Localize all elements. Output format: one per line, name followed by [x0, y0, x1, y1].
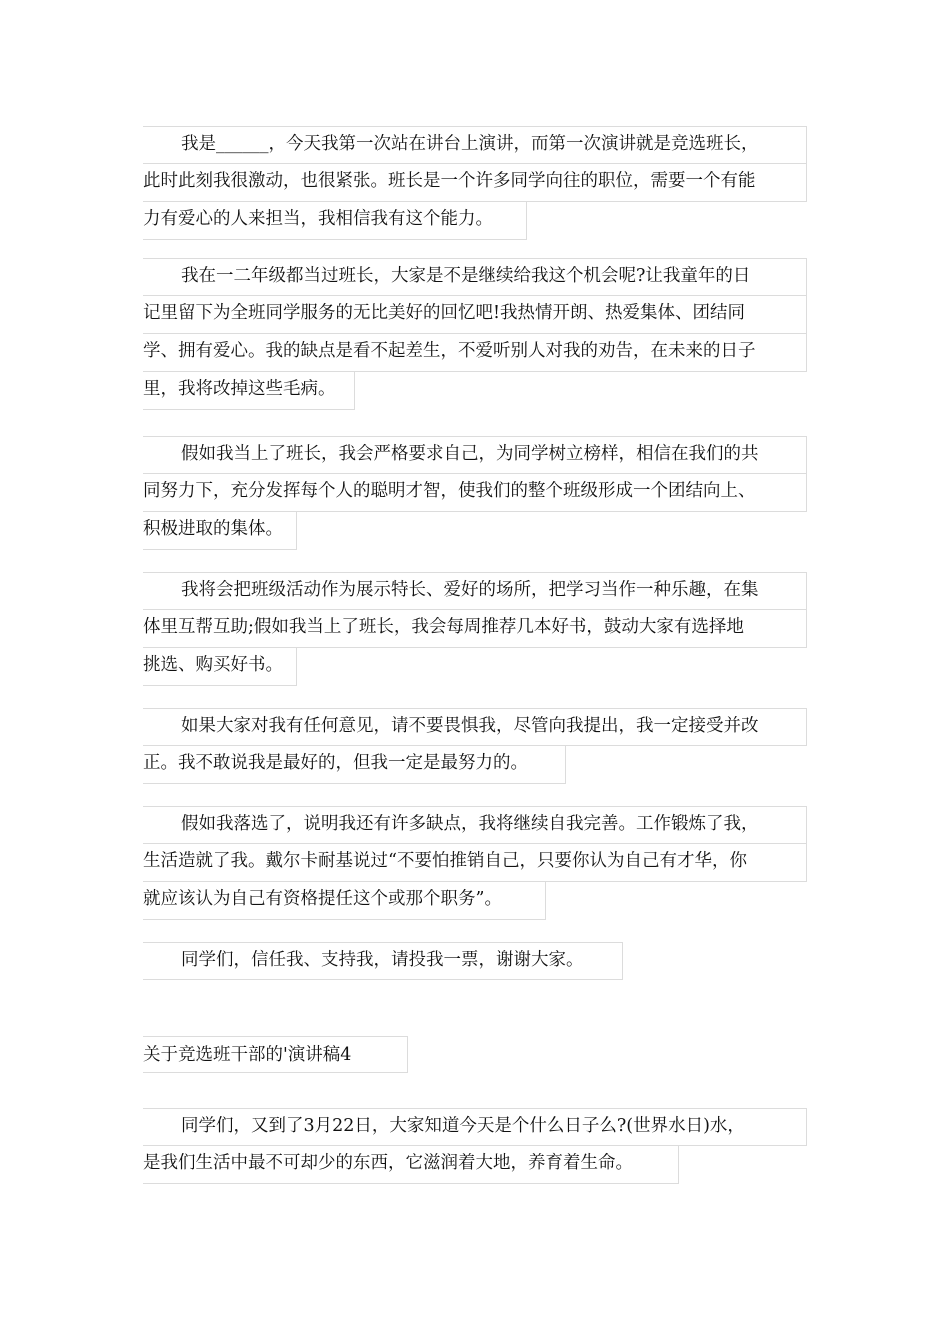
paragraph-4	[143, 572, 807, 686]
text-line: 假如我当上了班长，我会严格要求自己，为同学树立榜样，相信在我们的共	[143, 436, 807, 474]
section-heading: 关于竞选班干部的'演讲稿4	[143, 1036, 408, 1073]
text-line: 学、拥有爱心。我的缺点是看不起差生，不爱听别人对我的劝告，在未来的日子	[143, 334, 807, 372]
text-line: 此时此刻我很激动，也很紧张。班长是一个许多同学向往的职位，需要一个有能	[143, 164, 807, 202]
text-line: 里，我将改掉这些毛病。	[143, 372, 355, 410]
text-line: 同学们，又到了3月22日，大家知道今天是个什么日子么?(世界水日)水，	[143, 1108, 807, 1146]
paragraph-1	[143, 126, 807, 240]
text-line: 我是______，今天我第一次站在讲台上演讲，而第一次演讲就是竞选班长，	[143, 126, 807, 164]
text-line: 我将会把班级活动作为展示特长、爱好的场所，把学习当作一种乐趣，在集	[143, 572, 807, 610]
paragraph-7	[143, 942, 807, 980]
text-line: 就应该认为自己有资格提任这个或那个职务”。	[143, 882, 546, 920]
paragraph-2	[143, 258, 807, 410]
text-line: 如果大家对我有任何意见，请不要畏惧我，尽管向我提出，我一定接受并改	[143, 708, 807, 746]
text-line: 生活造就了我。戴尔卡耐基说过“不要怕推销自己，只要你认为自己有才华，你	[143, 844, 807, 882]
text-line: 记里留下为全班同学服务的无比美好的回忆吧!我热情开朗、热爱集体、团结同	[143, 296, 807, 334]
text-line: 正。我不敢说我是最好的，但我一定是最努力的。	[143, 746, 566, 784]
text-line: 我在一二年级都当过班长，大家是不是继续给我这个机会呢?让我童年的日	[143, 258, 807, 296]
text-line: 挑选、购买好书。	[143, 648, 297, 686]
text-line: 积极进取的集体。	[143, 512, 297, 550]
paragraph-6	[143, 806, 807, 920]
text-line: 力有爱心的人来担当，我相信我有这个能力。	[143, 202, 527, 240]
paragraph-3	[143, 436, 807, 550]
text-line: 假如我落选了，说明我还有许多缺点，我将继续自我完善。工作锻炼了我，	[143, 806, 807, 844]
text-line: 同努力下，充分发挥每个人的聪明才智，使我们的整个班级形成一个团结向上、	[143, 474, 807, 512]
paragraph-8	[143, 1108, 807, 1184]
paragraph-5	[143, 708, 807, 784]
text-line: 体里互帮互助;假如我当上了班长，我会每周推荐几本好书，鼓动大家有选择地	[143, 610, 807, 648]
text-line: 是我们生活中最不可却少的东西，它滋润着大地，养育着生命。	[143, 1146, 679, 1184]
text-line: 同学们，信任我、支持我，请投我一票，谢谢大家。	[143, 942, 623, 980]
